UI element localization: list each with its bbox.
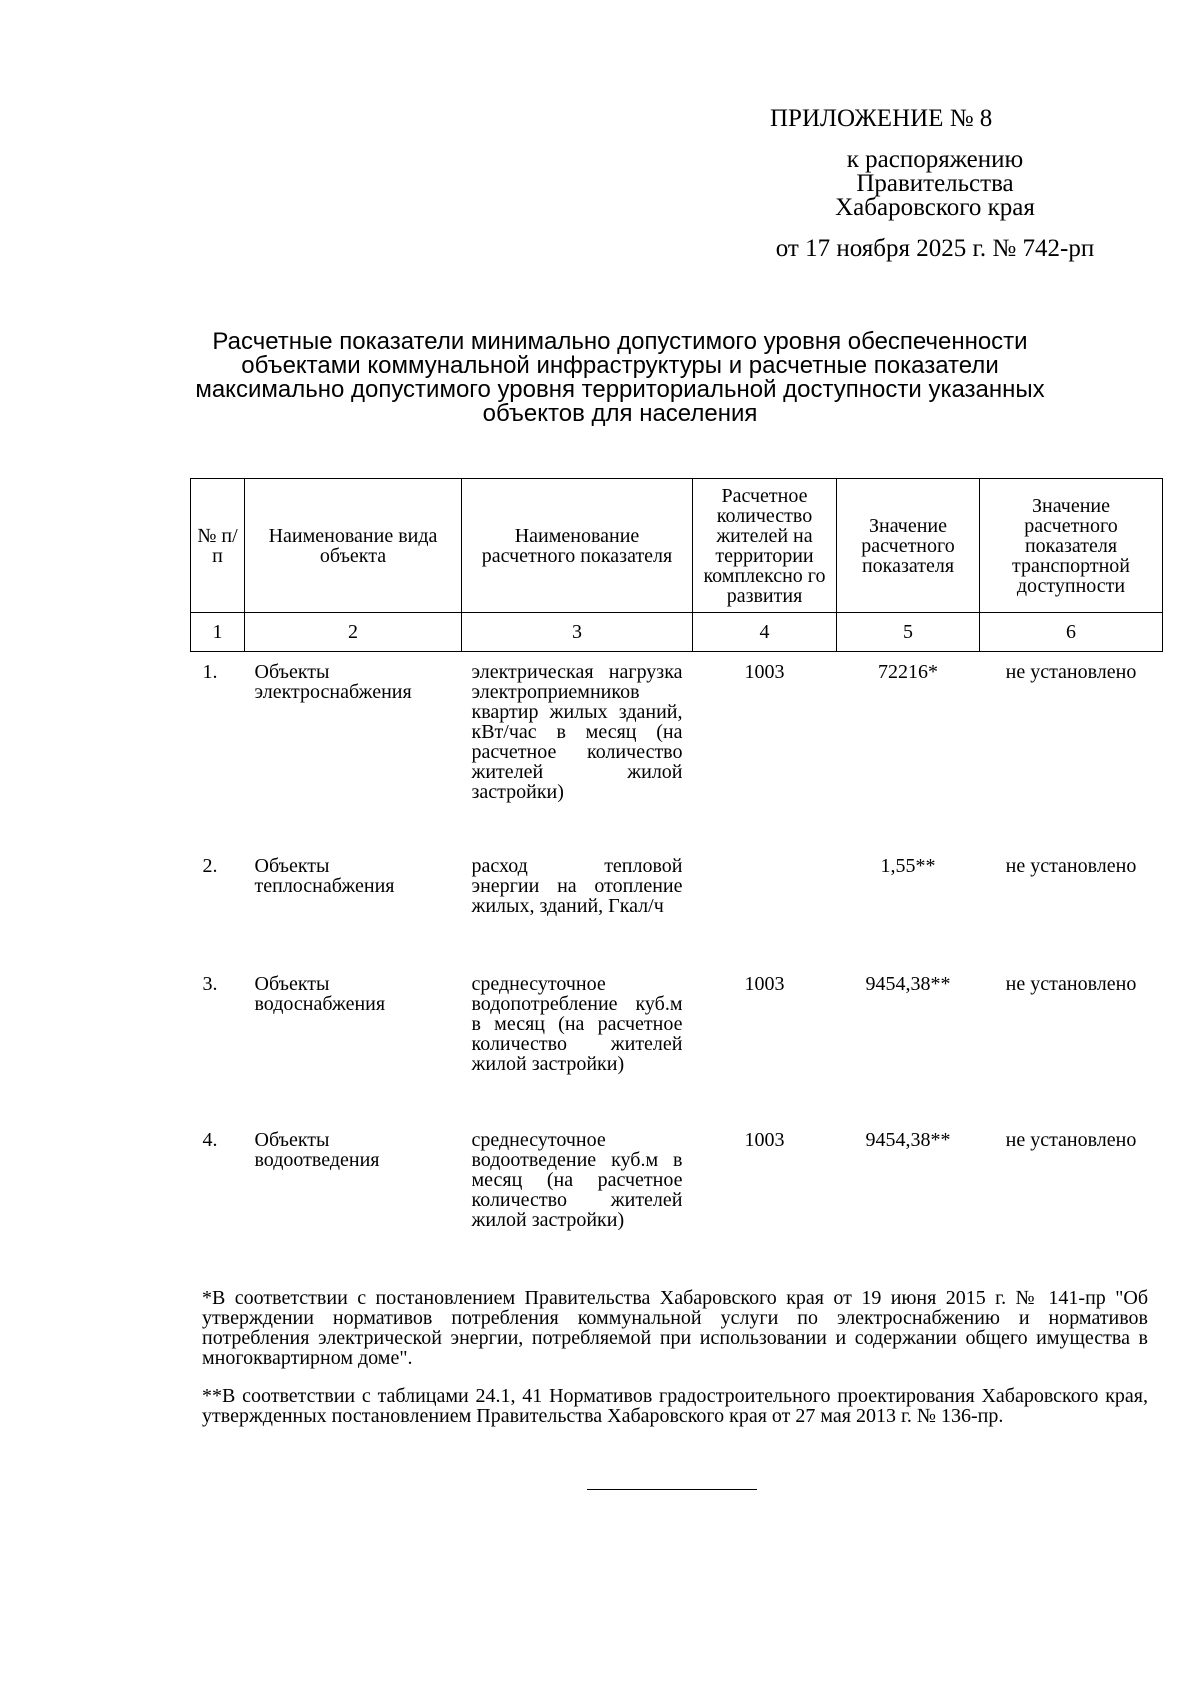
column-number-cell: 6 xyxy=(980,613,1163,652)
column-number-cell: 1 xyxy=(191,613,245,652)
row-population: 1003 xyxy=(744,1129,785,1151)
table-row xyxy=(191,964,1163,1120)
row-indicator-name: среднесуточное водоотведение куб.м в месяц (на расчетное количество жителей жилой застройки) xyxy=(471,1129,683,1231)
row-indicator-name: среднесуточное водопотребление куб.м в месяц (на расчетное количество жителей жилой застройки) xyxy=(471,973,683,1075)
header-cell-population: Расчетное количество жителей на территории комплексно го развития xyxy=(693,479,837,613)
row-indicator-name: расход тепловой энергии на отопление жилых, зданий, Гкал/ч xyxy=(471,855,683,917)
header-cell-object-type: Наименование вида объекта xyxy=(245,479,462,613)
row-object-type: Объекты водоотведения xyxy=(254,1129,380,1171)
table-column-numbers-row xyxy=(191,613,1163,652)
row-population: 1003 xyxy=(744,973,785,995)
row-number: 4. xyxy=(202,1129,218,1151)
row-indicator-name: электрическая нагрузка электроприемников квартир жилых зданий, кВт/час в месяц (на расчетное количество жителей жилой застройки) xyxy=(471,661,683,803)
row-transport-value: не установлено xyxy=(1005,661,1137,683)
appendix-reference xyxy=(770,148,1100,220)
table-row xyxy=(191,1120,1163,1276)
row-transport-value: не установлено xyxy=(1005,973,1137,995)
column-number-cell: 5 xyxy=(837,613,980,652)
end-divider-line xyxy=(587,1489,757,1490)
row-transport-value: не установлено xyxy=(1005,855,1137,877)
column-number-cell: 4 xyxy=(693,613,837,652)
header-cell-indicator-value: Значение расчетного показателя xyxy=(837,479,980,613)
row-indicator-value: 1,55** xyxy=(880,855,936,877)
table-header-row xyxy=(191,479,1163,613)
appendix-reference-line3: Хабаровского края xyxy=(835,194,1035,221)
table-row xyxy=(191,846,1163,964)
row-number: 1. xyxy=(202,661,218,683)
row-indicator-value: 72216* xyxy=(878,661,938,683)
appendix-heading: ПРИЛОЖЕНИЕ № 8 xyxy=(770,105,993,132)
footnotes xyxy=(202,1288,1148,1444)
footnote-1: *В соответствии с постановлением Правительства Хабаровского края от 19 июня 2015 г. № 141-пр "Об утверждении нормативов потребления коммунальной услуги по электроснабжению и нормативов потребления электрической энергии, потребляемой при использовании и содержании общего имущества в многоквартирном доме". xyxy=(202,1287,1148,1369)
row-number: 3. xyxy=(202,973,218,995)
row-population xyxy=(693,846,837,964)
appendix-block xyxy=(770,104,1100,264)
row-population: 1003 xyxy=(744,661,785,683)
row-transport-value: не установлено xyxy=(1005,1129,1137,1151)
document-title: Расчетные показатели минимально допустимого уровня обеспеченности объектами коммунальной инфраструктуры и расчетные показатели максимально допустимого уровня территориальной доступности указанных объектов для населения xyxy=(195,328,1045,427)
row-indicator-value: 9454,38** xyxy=(865,1129,951,1151)
column-number-cell: 2 xyxy=(245,613,462,652)
row-number: 2. xyxy=(202,855,218,877)
footnote-2: **В соответствии с таблицами 24.1, 41 Нормативов градостроительного проектирования Хабаровского края, утвержденных постановлением Правительства Хабаровского края от 27 мая 2013 г. № 136-пр. xyxy=(202,1385,1148,1427)
appendix-date: от 17 ноября 2025 г. № 742-рп xyxy=(775,235,1095,262)
indicators-table xyxy=(190,478,1163,1276)
header-cell-transport-value: Значение расчетного показателя транспортной доступности xyxy=(980,479,1163,613)
header-cell-indicator-name: Наименование расчетного показателя xyxy=(462,479,693,613)
appendix-reference-line2: Правительства xyxy=(856,170,1014,197)
row-indicator-value: 9454,38** xyxy=(865,973,951,995)
table-row xyxy=(191,652,1163,847)
column-number-cell: 3 xyxy=(462,613,693,652)
row-object-type: Объекты электроснабжения xyxy=(254,661,412,703)
header-cell-number: № п/п xyxy=(191,479,245,613)
row-object-type: Объекты теплоснабжения xyxy=(254,855,395,897)
appendix-reference-line1: к распоряжению xyxy=(846,146,1024,173)
row-object-type: Объекты водоснабжения xyxy=(254,973,386,1015)
